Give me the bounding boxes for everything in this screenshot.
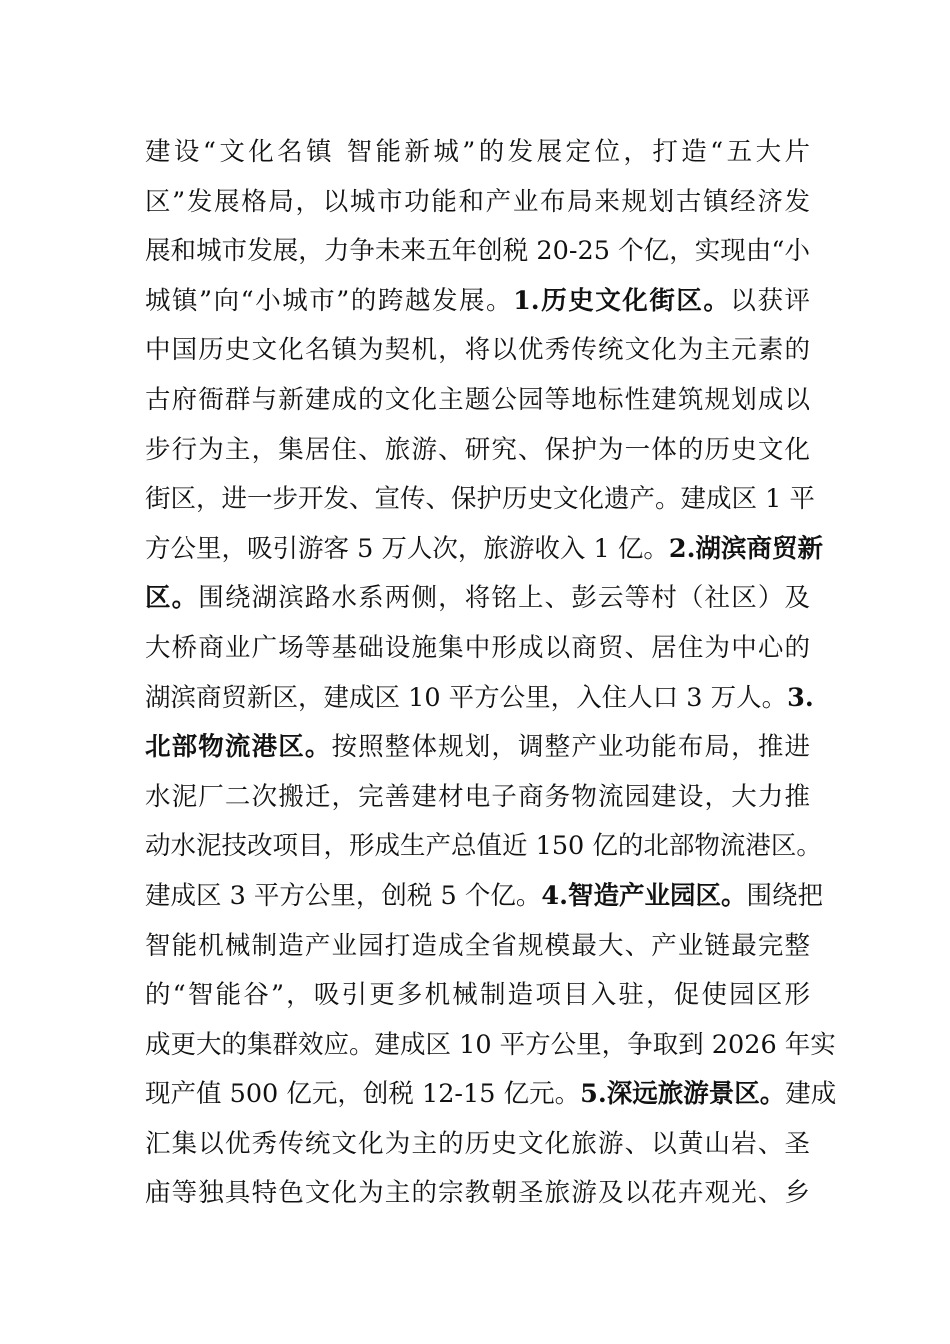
- text-run: 现产值 500 亿元，创税 12-15 亿元。: [145, 1079, 581, 1110]
- section-heading: 区。: [145, 583, 199, 614]
- text-run: 建设“文化名镇 智能新城”的发展定位，打造“五大片: [145, 137, 810, 167]
- text-line: [145, 525, 823, 575]
- text-line: [145, 1169, 810, 1219]
- section-heading: 1.历史文化街区。: [513, 285, 731, 316]
- text-run: 建成区 3 平方公里，创税 5 个亿。: [145, 880, 542, 911]
- text-line: [145, 1120, 810, 1170]
- text-line: [145, 922, 810, 972]
- text-line: [145, 674, 814, 724]
- text-line: [145, 376, 810, 426]
- text-line: [145, 1021, 836, 1071]
- text-run: 按照整体规划，调整产业功能布局，推进: [331, 732, 810, 763]
- text-line: [145, 1070, 837, 1120]
- section-heading: 4.智造产业园区。: [541, 880, 747, 911]
- text-run: 庙等独具特色文化为主的宗教朝圣旅游及以花卉观光、乡: [145, 1178, 810, 1209]
- text-run: 步行为主，集居住、旅游、研究、保护为一体的历史文化: [145, 434, 810, 465]
- section-heading: 2.湖滨商贸新: [668, 533, 823, 564]
- text-line: [145, 723, 810, 773]
- text-run: 城镇”向“小城市”的跨越发展。: [145, 285, 514, 316]
- text-run: 展和城市发展，力争未来五年创税 20-25 个亿，实现由“小: [145, 236, 810, 267]
- text-line: [145, 624, 810, 674]
- text-line: [145, 872, 824, 922]
- section-heading: 5.深远旅游景区。: [580, 1079, 786, 1110]
- text-run: 智能机械制造产业园打造成全省规模最大、产业链最完整: [145, 930, 810, 961]
- text-run: 大桥商业广场等基础设施集中形成以商贸、居住为中心的: [145, 632, 810, 663]
- text-run: 街区，进一步开发、宣传、保护历史文化遗产。建成区 1 平: [145, 484, 815, 515]
- text-line: [145, 227, 810, 277]
- text-line: [145, 277, 810, 327]
- text-run: 围绕湖滨路水系两侧，将铭上、彭云等村（社区）及: [198, 583, 810, 614]
- section-heading: 北部物流港区。: [145, 732, 332, 763]
- text-run: 方公里，吸引游客 5 万人次，旅游收入 1 亿。: [145, 533, 669, 564]
- text-run: 古府衙群与新建成的文化主题公园等地标性建筑规划成以: [145, 384, 810, 415]
- text-line: [145, 426, 810, 476]
- text-run: 中国历史文化名镇为契机，将以优秀传统文化为主元素的: [145, 335, 810, 366]
- text-line: [145, 574, 810, 624]
- text-run: 成更大的集群效应。建成区 10 平方公里，争取到 2026 年实: [145, 1029, 836, 1060]
- text-line: [145, 971, 810, 1021]
- body-text: [145, 128, 837, 1219]
- text-run: 动水泥技改项目，形成生产总值近 150 亿的北部物流港区。: [145, 831, 822, 862]
- section-heading: 3.: [787, 682, 814, 713]
- text-run: 汇集以优秀传统文化为主的历史文化旅游、以黄山岩、圣: [145, 1128, 810, 1159]
- text-run: 区”发展格局，以城市功能和产业布局来规划古镇经济发: [145, 186, 810, 217]
- text-run: 水泥厂二次搬迁，完善建材电子商务物流园建设，大力推: [145, 781, 810, 812]
- text-line: [145, 773, 810, 823]
- text-run: 围绕把: [746, 880, 824, 911]
- text-line: [145, 326, 810, 376]
- text-line: [145, 128, 810, 178]
- text-run: 建成: [785, 1079, 837, 1110]
- text-run: 湖滨商贸新区，建成区 10 平方公里，入住人口 3 万人。: [145, 682, 788, 713]
- text-run: 以获评: [730, 285, 810, 316]
- text-line: [145, 178, 810, 228]
- text-line: [145, 822, 822, 872]
- text-run: 的“智能谷”，吸引更多机械制造项目入驻，促使园区形: [145, 980, 810, 1011]
- text-line: [145, 475, 815, 525]
